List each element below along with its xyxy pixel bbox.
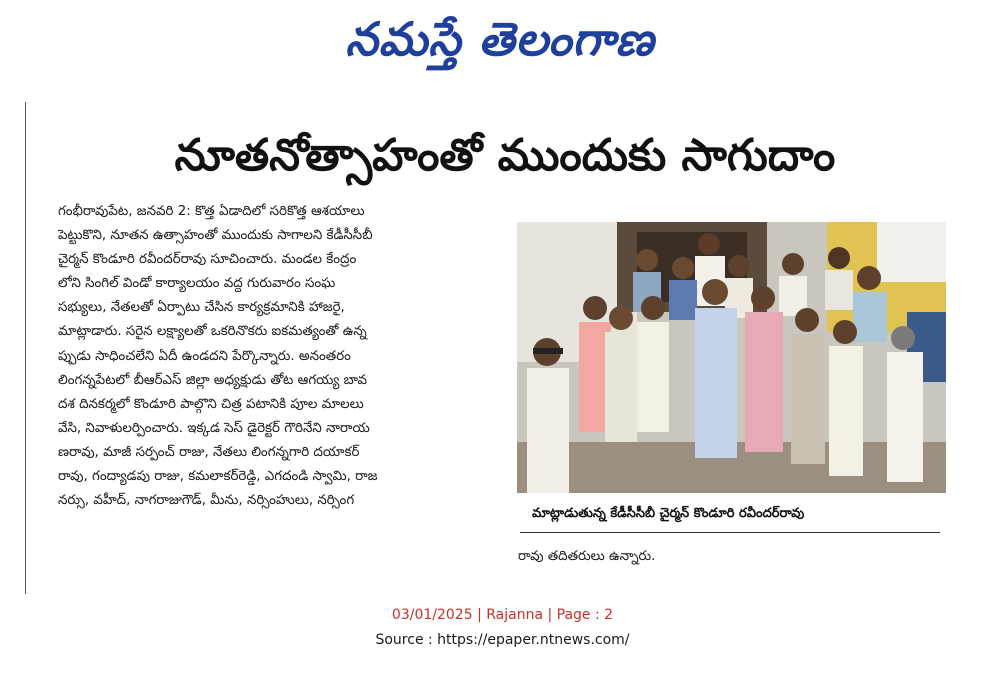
caption-divider [520,532,940,533]
body-line: ప్పుడు సాధించలేని ఏదీ ఉండదని పేర్కొన్నారు. అనంతరం [58,348,351,364]
body-line: ణరావు, మాజీ సర్పంచ్ రాజు, నేతలు లింగన్నగారి దయాకర్ [58,444,360,460]
footer-date-edition-page: 03/01/2025 | Rajanna | Page : 2 [391,607,614,623]
article-body [58,200,506,513]
article-continuation: రావు తదితరులు ఉన్నారు. [518,549,656,564]
newspaper-masthead: నమస్తే తెలంగాణ [345,12,655,66]
body-line: వేసి, నివాళులర్పించారు. ఇక్కడ సెస్ డైరెక్టర్ గౌరినేని నారాయ [58,420,370,436]
footer-source: Source : https://epaper.ntnews.com/ [375,632,630,648]
body-line: లింగన్నపేటలో బీఆర్‌ఎస్ జిల్లా అధ్యక్షుడు తోట ఆగయ్య బావ [58,372,368,388]
body-line: లోని సింగిల్ విండో కార్యాలయం వద్ద గురువారం సంఘ [58,276,336,292]
photo-caption: మాట్లాడుతున్న కేడీసీసీబీ చైర్మన్ కొండూరి రవీందర్‌రావు [532,506,805,521]
body-line: దశ దినకర్మలో కొండూరి పాల్గొని చిత్ర పటానికి పూల మాలలు [58,396,364,412]
article-headline: నూతనోత్సాహంతో ముందుకు సాగుదాం [174,130,836,181]
body-line: పెట్టుకొని, నూతన ఉత్సాహంతో ముందుకు సాగాలని కేడీసీసీబీ [58,228,373,244]
column-divider [25,102,26,594]
body-line: నర్సు, వహీద్, నాగరాజుగౌడ్, మీను, నర్సింహులు, నర్సింగ [58,493,355,509]
group-photo [517,222,946,493]
body-line: గంభీరావుపేట, జనవరి 2: కొత్త ఏడాదిలో సరికొత్త ఆశయాలు [58,204,365,219]
body-line: చైర్మన్ కొండూరి రవీందర్‌రావు సూచించారు. మండల కేంద్రం [58,252,357,268]
body-line: మాట్లాడారు. సరైన లక్ష్యాలతో ఒకరినొకరు ఐకమత్యంతో ఉన్న [58,324,367,340]
body-line: సభ్యులు, నేతలతో ఏర్పాటు చేసిన కార్యక్రమానికి హాజరై, [58,300,345,316]
body-line: రావు, గంద్యాడపు రాజు, కమలాకర్‌రెడ్డి, ఎగదండి స్వామి, రాజ [58,469,378,485]
